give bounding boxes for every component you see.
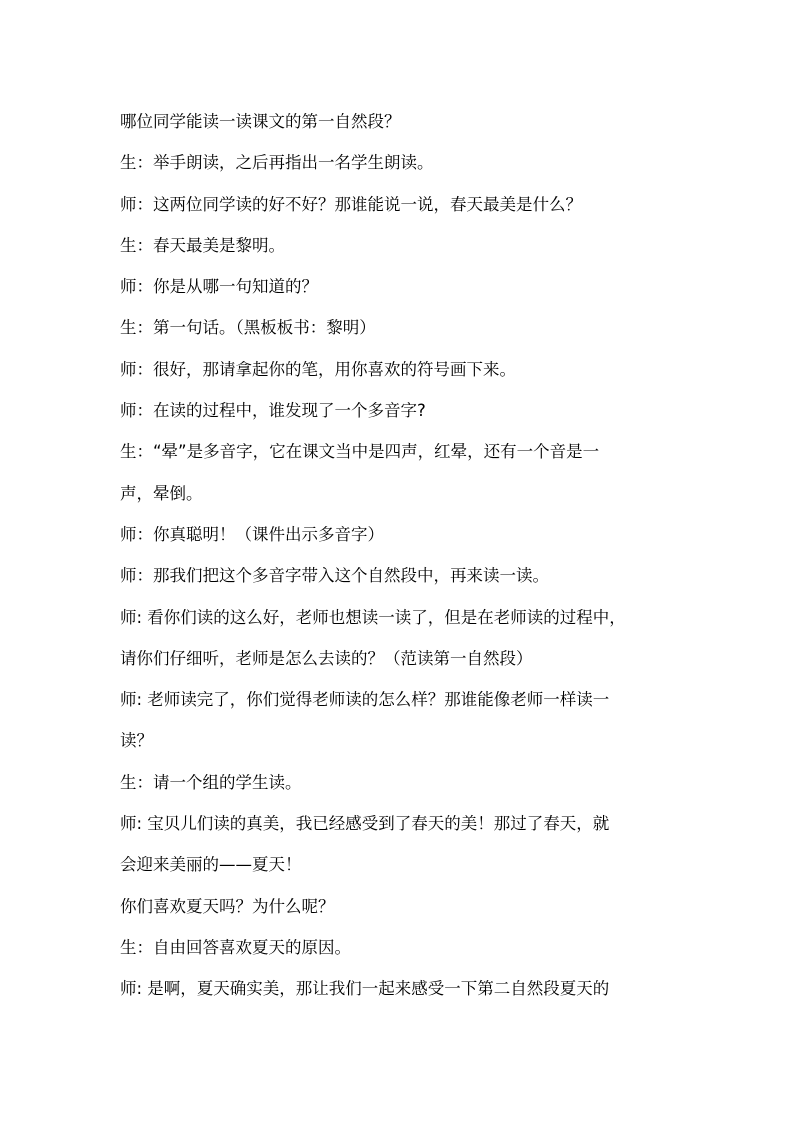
text-line: 师: 是啊，夏天确实美，那让我们一起来感受一下第二自然段夏天的 bbox=[120, 979, 610, 999]
text-line: 哪位同学能读一读课文的第一自然段？ bbox=[120, 112, 401, 131]
text-line: 生：第一句话。（黑板板书：黎明） bbox=[120, 318, 376, 338]
text-line: 生：举手朗读，之后再指出一名学生朗读。 bbox=[120, 153, 434, 173]
text-line: 师：你真聪明！（课件出示多音字） bbox=[120, 524, 384, 544]
text-line: 师: 宝贝儿们读的真美，我已经感受到了春天的美！那过了春天，就 bbox=[120, 814, 610, 834]
text-line: 师：那我们把这个多音字带入这个自然段中，再来读一读。 bbox=[120, 566, 549, 586]
text-line: 师: 看你们读的这么好，老师也想读一读了，但是在老师读的过程中， bbox=[120, 607, 626, 627]
text-line: 生：自由回答喜欢夏天的原因。 bbox=[120, 937, 351, 957]
text-line: 生：“晕”是多音字，它在课文当中是四声，红晕，还有一个音是一 bbox=[120, 442, 600, 462]
text-line: 师：在读的过程中，谁发现了一个多音字? bbox=[120, 401, 426, 421]
text-line: 读？ bbox=[120, 731, 153, 751]
text-line: 师：很好，那请拿起你的笔，用你喜欢的符号画下来。 bbox=[120, 359, 516, 379]
text-line: 师：你是从哪一句知道的？ bbox=[120, 277, 318, 297]
text-line: 你们喜欢夏天吗？为什么呢？ bbox=[120, 896, 335, 916]
text-line: 会迎来美丽的——夏天！ bbox=[120, 855, 302, 875]
text-line: 师: 老师读完了，你们觉得老师读的怎么样？那谁能像老师一样读一 bbox=[120, 690, 610, 710]
text-line: 生：春天最美是黎明。 bbox=[120, 235, 285, 255]
document-body bbox=[120, 101, 685, 1010]
text-line: 请你们仔细听，老师是怎么去读的？（范读第一自然段） bbox=[120, 648, 533, 668]
text-line: 声，晕倒。 bbox=[120, 483, 203, 503]
text-line: 师：这两位同学读的好不好？那谁能说一说，春天最美是什么？ bbox=[120, 194, 582, 214]
text-line: 生：请一个组的学生读。 bbox=[120, 772, 302, 792]
